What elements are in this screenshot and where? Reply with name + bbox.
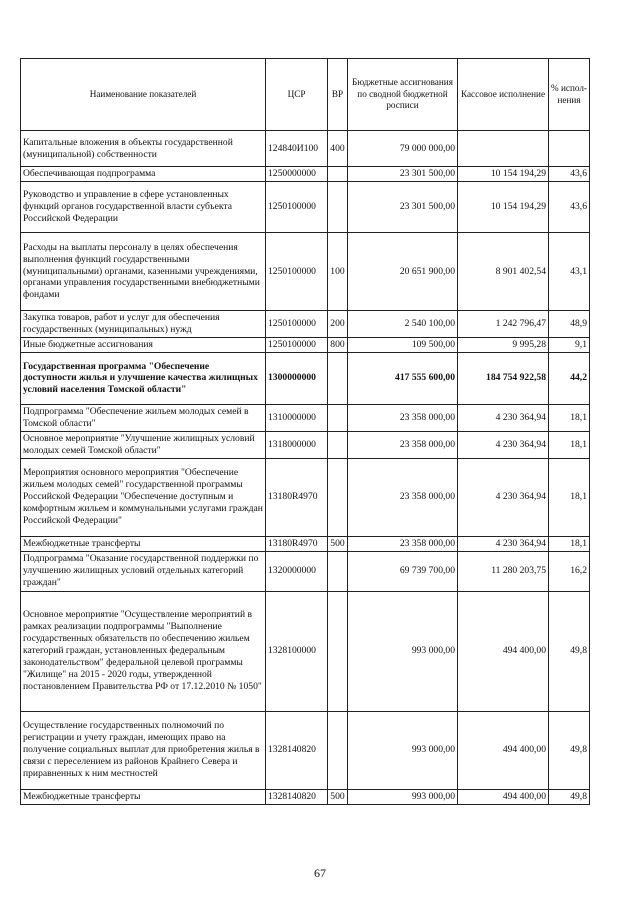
row-pct: 18,1 bbox=[549, 431, 590, 458]
row-pct: 9,1 bbox=[549, 338, 590, 353]
row-vr bbox=[328, 404, 348, 431]
row-name: Обеспечивающая подпрограмма bbox=[21, 167, 266, 182]
row-csr: 1300000000 bbox=[266, 352, 328, 404]
row-csr: 1320000000 bbox=[266, 551, 328, 591]
budget-execution-table bbox=[20, 58, 590, 805]
row-vr bbox=[328, 352, 348, 404]
row-vr bbox=[328, 551, 348, 591]
row-csr: 1250100000 bbox=[266, 338, 328, 353]
row-csr: 1318000000 bbox=[266, 431, 328, 458]
row-pct: 49,8 bbox=[549, 591, 590, 711]
row-name: Иные бюджетные ассигнования bbox=[21, 338, 266, 353]
row-csr: 13180R4970 bbox=[266, 458, 328, 536]
table-row bbox=[21, 338, 590, 353]
row-name: Расходы на выплаты персоналу в целях обеспечения выполнения функций государственными (муниципальными) органами, казенными учреждениями, органами управления государственными внебюджетными фондами bbox=[21, 233, 266, 311]
header-cash: Кассовое исполнение bbox=[458, 59, 549, 131]
row-name: Межбюджетные трансферты bbox=[21, 789, 266, 804]
table-row bbox=[21, 311, 590, 338]
row-name: Руководство и управление в сфере установленных функций органов государственной власти субъекта Российской Федерации bbox=[21, 182, 266, 233]
row-assign: 23 358 000,00 bbox=[348, 536, 458, 551]
row-assign: 20 651 900,00 bbox=[348, 233, 458, 311]
row-cash: 4 230 364,94 bbox=[458, 431, 549, 458]
row-vr bbox=[328, 182, 348, 233]
row-vr: 500 bbox=[328, 536, 348, 551]
row-cash: 4 230 364,94 bbox=[458, 536, 549, 551]
row-cash: 8 901 402,54 bbox=[458, 233, 549, 311]
row-pct: 43,6 bbox=[549, 182, 590, 233]
row-assign: 23 301 500,00 bbox=[348, 167, 458, 182]
table-row bbox=[21, 233, 590, 311]
row-assign: 2 540 100,00 bbox=[348, 311, 458, 338]
row-cash: 494 400,00 bbox=[458, 789, 549, 804]
row-cash: 494 400,00 bbox=[458, 711, 549, 789]
row-assign: 993 000,00 bbox=[348, 711, 458, 789]
table-row bbox=[21, 789, 590, 804]
row-name: Подпрограмма "Оказание государственной поддержки по улучшению жилищных условий отдельных категорий граждан" bbox=[21, 551, 266, 591]
table-row bbox=[21, 167, 590, 182]
row-pct: 43,1 bbox=[549, 233, 590, 311]
row-csr: 1250100000 bbox=[266, 182, 328, 233]
row-cash: 11 280 203,75 bbox=[458, 551, 549, 591]
row-assign: 993 000,00 bbox=[348, 789, 458, 804]
row-pct: 18,1 bbox=[549, 458, 590, 536]
row-assign: 23 358 000,00 bbox=[348, 458, 458, 536]
row-pct bbox=[549, 131, 590, 167]
table-row bbox=[21, 131, 590, 167]
header-assign: Бюджетные ассигнования по сводной бюджетной росписи bbox=[348, 59, 458, 131]
table-row bbox=[21, 536, 590, 551]
table-row bbox=[21, 404, 590, 431]
row-cash: 494 400,00 bbox=[458, 591, 549, 711]
row-vr bbox=[328, 591, 348, 711]
row-pct: 18,1 bbox=[549, 536, 590, 551]
row-vr: 800 bbox=[328, 338, 348, 353]
row-csr: 13180R4970 bbox=[266, 536, 328, 551]
row-name: Межбюджетные трансферты bbox=[21, 536, 266, 551]
row-pct: 16,2 bbox=[549, 551, 590, 591]
table-row bbox=[21, 458, 590, 536]
row-csr: 1250100000 bbox=[266, 233, 328, 311]
row-name: Закупка товаров, работ и услуг для обеспечения государственных (муниципальных) нужд bbox=[21, 311, 266, 338]
row-assign: 417 555 600,00 bbox=[348, 352, 458, 404]
page-number: 67 bbox=[314, 866, 326, 880]
row-pct: 43,6 bbox=[549, 167, 590, 182]
row-name: Подпрограмма "Обеспечение жильем молодых семей в Томской области" bbox=[21, 404, 266, 431]
row-csr: 1310000000 bbox=[266, 404, 328, 431]
row-name: Основное мероприятие "Улучшение жилищных условий молодых семей Томской области" bbox=[21, 431, 266, 458]
row-csr: 1328140820 bbox=[266, 789, 328, 804]
row-csr: 1250100000 bbox=[266, 311, 328, 338]
table-row bbox=[21, 182, 590, 233]
row-csr: 1328140820 bbox=[266, 711, 328, 789]
table-row bbox=[21, 352, 590, 404]
row-cash: 4 230 364,94 bbox=[458, 458, 549, 536]
row-cash: 1 242 796,47 bbox=[458, 311, 549, 338]
row-csr: 124840И100 bbox=[266, 131, 328, 167]
row-cash: 9 995,28 bbox=[458, 338, 549, 353]
row-vr bbox=[328, 711, 348, 789]
header-vr: ВР bbox=[328, 59, 348, 131]
row-csr: 1250000000 bbox=[266, 167, 328, 182]
row-name: Основное мероприятие "Осуществление мероприятий в рамках реализации подпрограммы "Выполнение государственных обязательств по обеспечению жильем категорий граждан, установленных федеральным законодательством" федеральной целевой программы "Жилище" на 2015 - 2020 годы, утвержденной постановлением Правительства РФ от 17.12.2010 № 1050" bbox=[21, 591, 266, 711]
table-row bbox=[21, 591, 590, 711]
row-csr: 1328100000 bbox=[266, 591, 328, 711]
row-cash: 4 230 364,94 bbox=[458, 404, 549, 431]
row-pct: 49,8 bbox=[549, 711, 590, 789]
row-vr: 500 bbox=[328, 789, 348, 804]
row-name: Капитальные вложения в объекты государственной (муниципальной) собственности bbox=[21, 131, 266, 167]
row-name: Мероприятия основного мероприятия "Обеспечение жильем молодых семей" государственной программы Российской Федерации "Обеспечение доступным и комфортным жильем и коммунальными услугами граждан Российской Федерации" bbox=[21, 458, 266, 536]
row-vr: 400 bbox=[328, 131, 348, 167]
table-header-row bbox=[21, 59, 590, 131]
row-cash: 184 754 922,58 bbox=[458, 352, 549, 404]
header-name: Наименование показателей bbox=[21, 59, 266, 131]
row-vr: 100 bbox=[328, 233, 348, 311]
row-vr bbox=[328, 167, 348, 182]
header-csr: ЦСР bbox=[266, 59, 328, 131]
row-cash: 10 154 194,29 bbox=[458, 167, 549, 182]
row-assign: 23 358 000,00 bbox=[348, 404, 458, 431]
row-vr bbox=[328, 458, 348, 536]
header-pct: % испол-нения bbox=[549, 59, 590, 131]
row-vr: 200 bbox=[328, 311, 348, 338]
row-assign: 23 301 500,00 bbox=[348, 182, 458, 233]
table-row bbox=[21, 551, 590, 591]
row-pct: 18,1 bbox=[549, 404, 590, 431]
row-pct: 49,8 bbox=[549, 789, 590, 804]
row-assign: 79 000 000,00 bbox=[348, 131, 458, 167]
row-assign: 993 000,00 bbox=[348, 591, 458, 711]
table-row bbox=[21, 711, 590, 789]
row-name: Осуществление государственных полномочий по регистрации и учету граждан, имеющих право на получение социальных выплат для приобретения жилья в связи с переселением из районов Крайнего Севера и приравненных к ним местностей bbox=[21, 711, 266, 789]
row-pct: 48,9 bbox=[549, 311, 590, 338]
row-assign: 23 358 000,00 bbox=[348, 431, 458, 458]
row-assign: 69 739 700,00 bbox=[348, 551, 458, 591]
row-cash bbox=[458, 131, 549, 167]
row-vr bbox=[328, 431, 348, 458]
row-cash: 10 154 194,29 bbox=[458, 182, 549, 233]
row-assign: 109 500,00 bbox=[348, 338, 458, 353]
row-pct: 44,2 bbox=[549, 352, 590, 404]
table-row bbox=[21, 431, 590, 458]
row-name: Государственная программа "Обеспечение доступности жилья и улучшение качества жилищных условий населения Томской области" bbox=[21, 352, 266, 404]
